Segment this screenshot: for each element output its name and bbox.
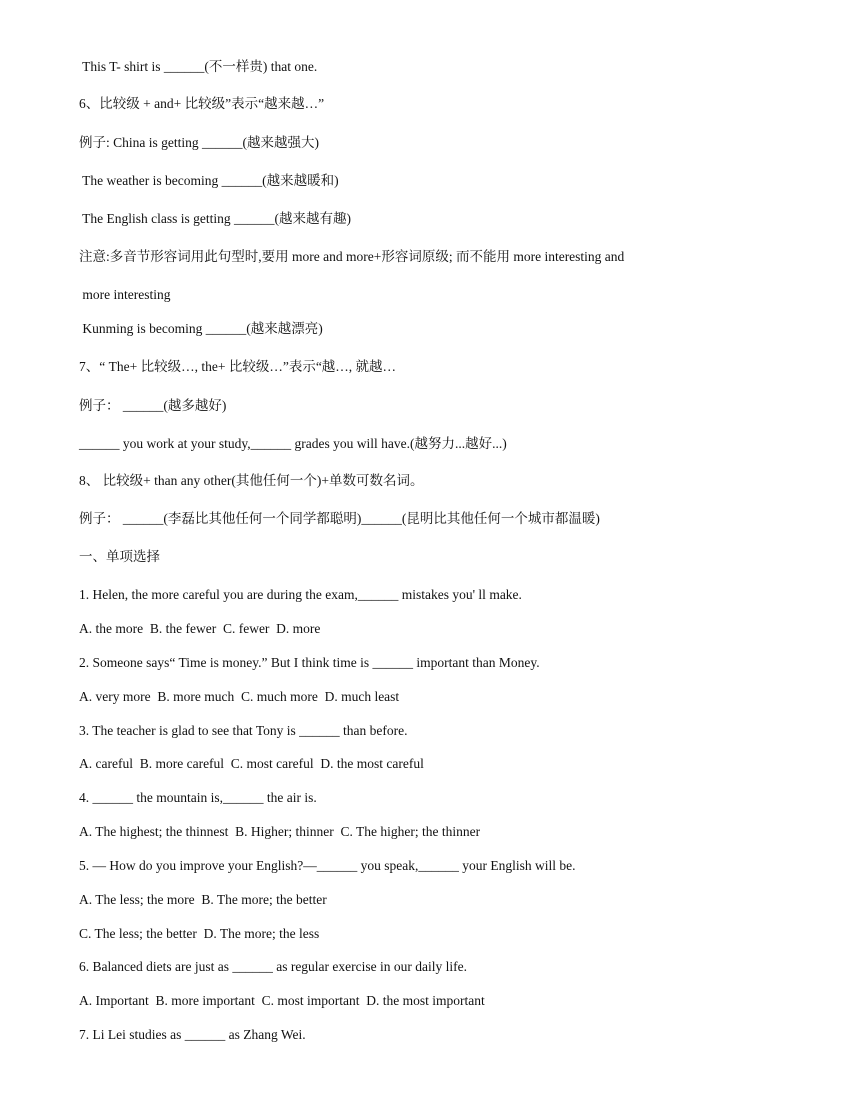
text-line: Kunming is becoming ______(越来越漂亮) [79, 321, 323, 336]
text-line: ______ you work at your study,______ grades you will have.(越努力...越好...) [79, 436, 507, 451]
question-5-options-a: A. The less; the more B. The more; the better [79, 892, 327, 907]
question-6-options: A. Important B. more important C. most important D. the most important [79, 993, 485, 1008]
text-line: 例子： ______(李磊比其他任何一个同学都聪明)______(昆明比其他任何一个城市都温暖) [79, 511, 600, 526]
question-3: 3. The teacher is glad to see that Tony is ______ than before. [79, 723, 408, 738]
section-heading-8: 8、 比较级+ than any other(其他任何一个)+单数可数名词。 [79, 473, 424, 488]
text-line: The English class is getting ______(越来越有趣) [79, 211, 351, 226]
question-7: 7. Li Lei studies as ______ as Zhang Wei. [79, 1027, 306, 1042]
section-heading-6: 6、比较级 + and+ 比较级”表示“越来越…” [79, 96, 325, 111]
question-1-options: A. the more B. the fewer C. fewer D. more [79, 621, 321, 636]
text-line: 例子： ______(越多越好) [79, 398, 227, 413]
note-line-continued: more interesting [79, 287, 171, 302]
question-5: 5. — How do you improve your English?—______ you speak,______ your English will be. [79, 858, 576, 873]
question-1: 1. Helen, the more careful you are during the exam,______ mistakes you' ll make. [79, 587, 522, 602]
question-6: 6. Balanced diets are just as ______ as regular exercise in our daily life. [79, 959, 467, 974]
section-heading-7: 7、“ The+ 比较级…, the+ 比较级…”表示“越…, 就越… [79, 359, 397, 374]
question-2-options: A. very more B. more much C. much more D. much least [79, 689, 400, 704]
question-2: 2. Someone says“ Time is money.” But I think time is ______ important than Money. [79, 655, 540, 670]
note-line: 注意:多音节形容词用此句型时,要用 more and more+形容词原级; 而不能用 more interesting and [79, 249, 625, 264]
text-line: The weather is becoming ______(越来越暖和) [79, 173, 339, 188]
question-5-options-b: C. The less; the better D. The more; the less [79, 926, 320, 941]
text-line: This T- shirt is ______(不一样贵) that one. [79, 59, 318, 74]
exercise-heading: 一、单项选择 [79, 549, 160, 564]
question-3-options: A. careful B. more careful C. most careful D. the most careful [79, 756, 424, 771]
text-line: 例子: China is getting ______(越来越强大) [79, 135, 319, 150]
question-4-options: A. The highest; the thinnest B. Higher; thinner C. The higher; the thinner [79, 824, 481, 839]
question-4: 4. ______ the mountain is,______ the air is. [79, 790, 317, 805]
